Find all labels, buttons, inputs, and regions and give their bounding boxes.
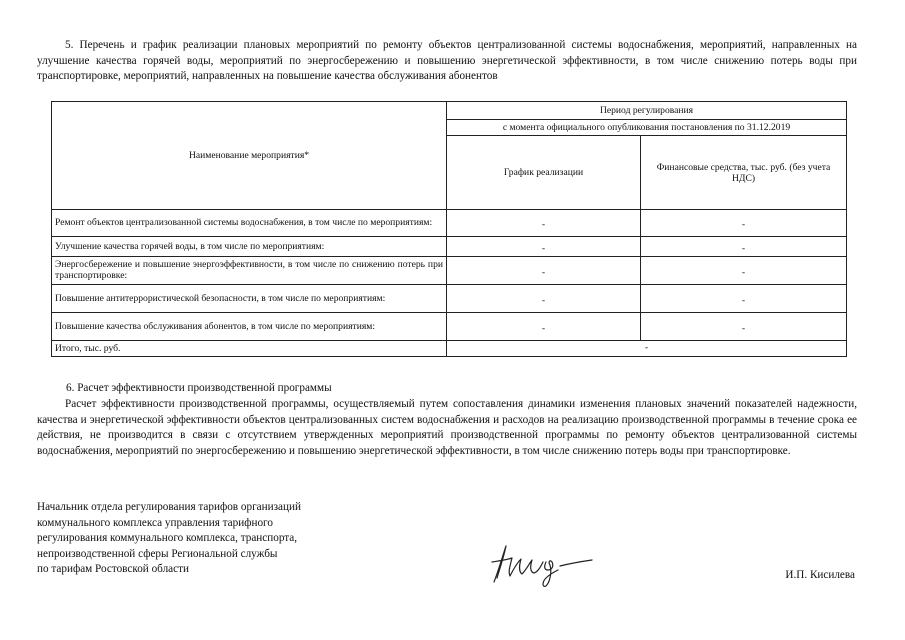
table-row: [52, 312, 847, 340]
row-finance: -: [641, 210, 847, 236]
row-name: Повышение антитеррористической безопасности, в том числе по мероприятиям:: [52, 284, 447, 312]
position-line: коммунального комплекса управления тарифного: [37, 516, 273, 529]
total-label: Итого, тыс. руб.: [52, 340, 447, 356]
row-name: Улучшение качества горячей воды, в том числе по мероприятиям:: [52, 236, 447, 256]
row-schedule: -: [447, 236, 641, 256]
handwritten-signature: [488, 532, 598, 590]
row-name: Ремонт объектов централизованной системы водоснабжения, в том числе по мероприятиям:: [52, 210, 447, 236]
total-value: -: [447, 340, 847, 356]
row-schedule: -: [447, 256, 641, 284]
section-6-heading: 6. Расчет эффективности производственной программы: [66, 382, 332, 394]
table-row: [52, 256, 847, 284]
column-header-measure-name: Наименование мероприятия*: [52, 102, 447, 210]
position-line: непроизводственной сферы Региональной службы: [37, 547, 278, 560]
row-name: Энергосбережение и повышение энергоэффективности, в том числе по снижению потерь при транспортировке:: [52, 256, 447, 284]
column-header-period: Период регулирования: [447, 102, 847, 120]
position-line: Начальник отдела регулирования тарифов организаций: [37, 501, 301, 513]
column-header-finance: Финансовые средства, тыс. руб. (без учета НДС): [641, 136, 847, 210]
column-subheader-period-range: с момента официального опубликования постановления по 31.12.2019: [447, 120, 847, 136]
table-row: [52, 236, 847, 256]
row-finance: -: [641, 236, 847, 256]
row-schedule: -: [447, 284, 641, 312]
row-finance: -: [641, 312, 847, 340]
row-schedule: -: [447, 312, 641, 340]
section-5-heading: 5. Перечень и график реализации плановых мероприятий по ремонту объектов централизованной системы водоснабжения, мероприятий, направленных на улучшение качества горячей воды, мероприятий по энергосбережению и повышению энергетической эффективности, в том числе снижению потерь воды при транспортировке, мероприятий, направленных на повышение качества обслуживания абонентов: [37, 39, 857, 83]
column-header-schedule: График реализации: [447, 136, 641, 210]
signatory-position: [37, 500, 301, 578]
row-schedule: -: [447, 210, 641, 236]
measures-table: [51, 101, 847, 357]
position-line: по тарифам Ростовской области: [37, 563, 189, 576]
row-finance: -: [641, 256, 847, 284]
section-6-body: Расчет эффективности производственной программы, осуществляемый путем сопоставления динамики изменения плановых значений показателей надежности, качества и энергетической эффективности объектов централизованных систем водоснабжения и расходов на реализацию производственной программы в течение срока ее действия, не производится в связи с отсутствием утвержденных мероприятий производственной программы по ремонту объектов централизованной системы водоснабжения, мероприятий по энергосбережению и повышению энергетической эффективности, в том числе снижению потерь воды при транспортировке.: [37, 398, 857, 457]
row-name: Повышение качества обслуживания абонентов, в том числе по мероприятиям:: [52, 312, 447, 340]
position-line: регулирования коммунального комплекса, транспорта,: [37, 532, 298, 545]
table-row: [52, 284, 847, 312]
table-row: [52, 210, 847, 236]
signer-name: И.П. Кисилева: [785, 569, 855, 581]
row-finance: -: [641, 284, 847, 312]
table-total-row: [52, 340, 847, 356]
